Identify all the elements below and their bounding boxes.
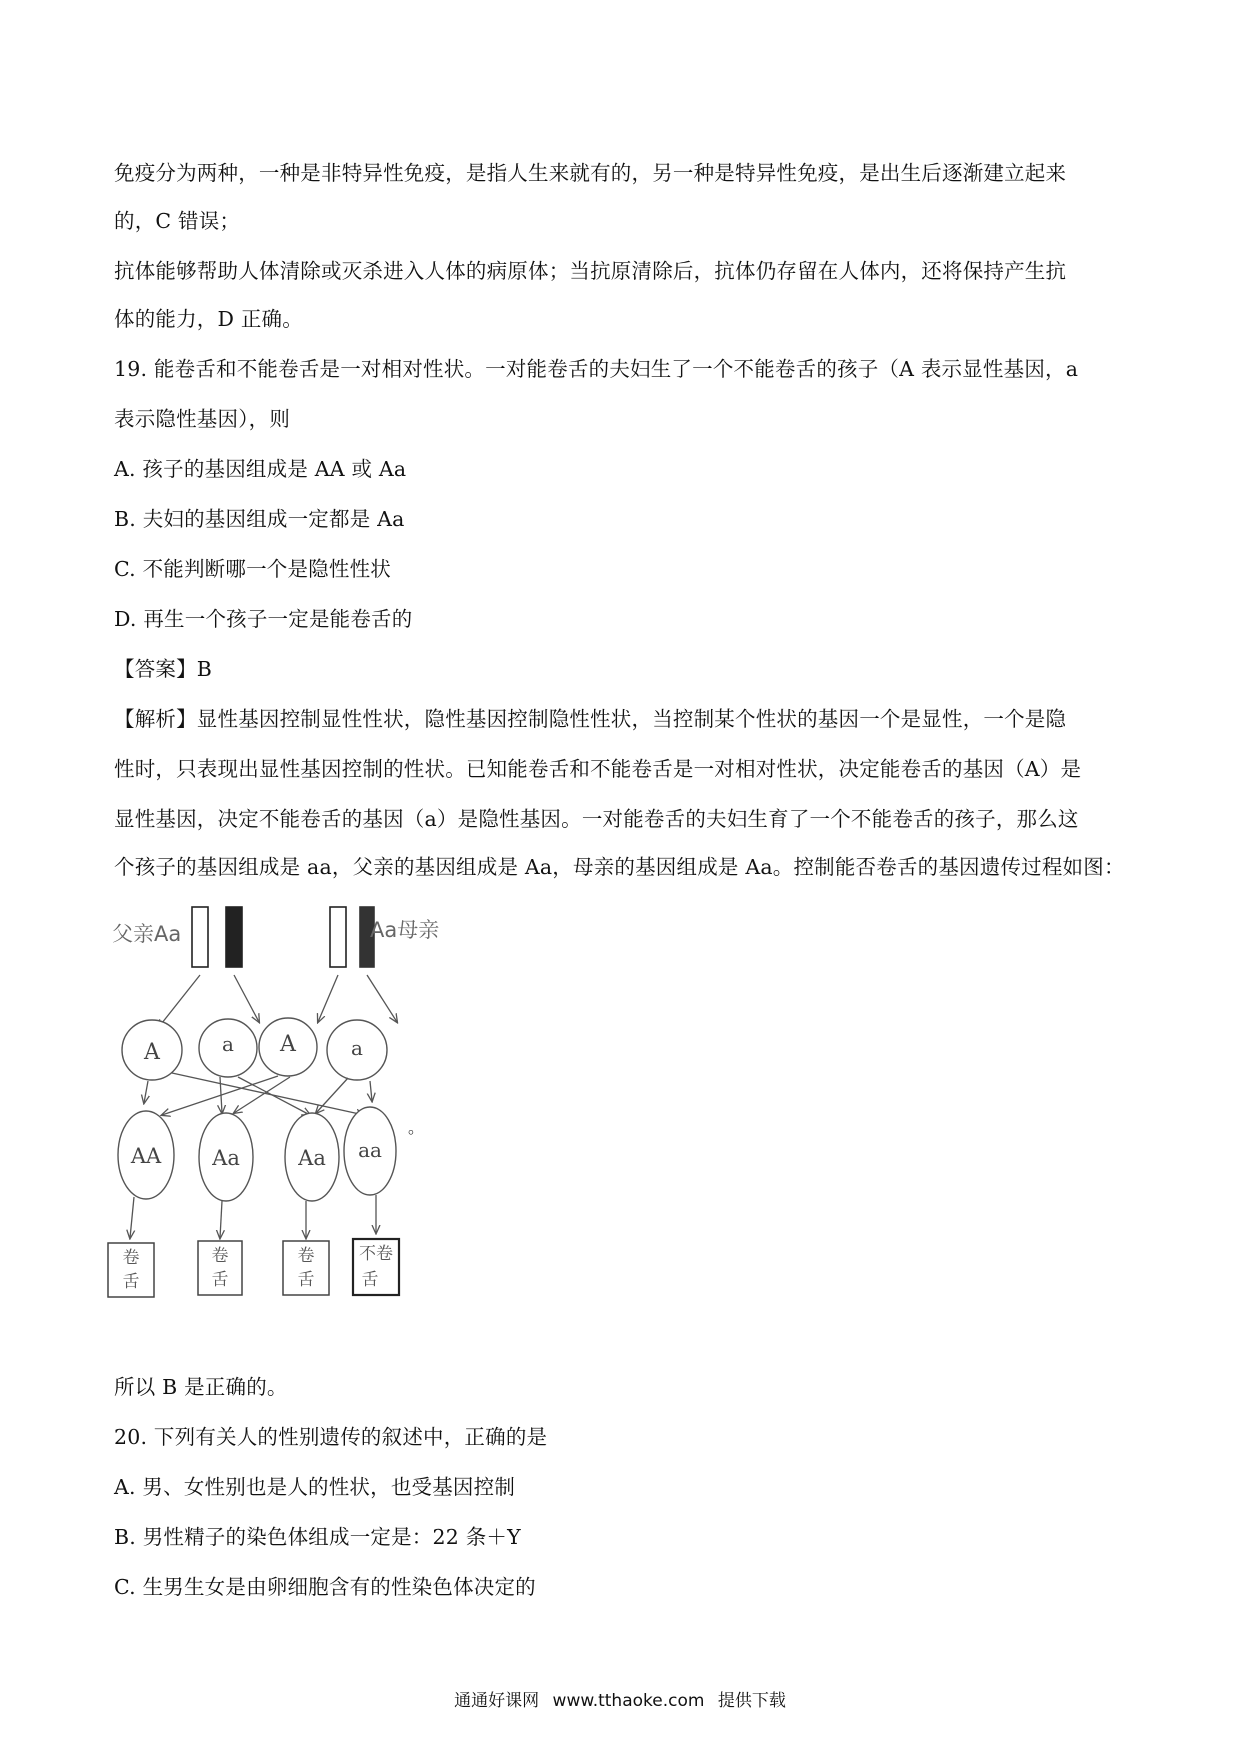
footer-url[interactable]: www.tthaoke.com	[552, 1691, 705, 1711]
father-label: 父亲Aa	[112, 922, 182, 946]
footer-site-name: 通通好课网	[454, 1691, 540, 1711]
trait-label: 卷	[297, 1246, 315, 1266]
trait-label: 卷	[211, 1246, 229, 1266]
question-20-option-b: B. 男性精子的染色体组成一定是：22 条＋Y	[114, 1525, 521, 1549]
trait-arrows	[130, 1195, 376, 1238]
inheritance-diagram	[100, 905, 520, 1355]
offspring-genotype: AA	[130, 1144, 162, 1168]
footer-suffix: 提供下载	[717, 1691, 786, 1711]
trait-row	[108, 1239, 399, 1297]
question-19-option-d: D. 再生一个孩子一定是能卷舌的	[114, 607, 413, 631]
question-20-option-c: C. 生男生女是由卵细胞含有的性染色体决定的	[114, 1575, 536, 1599]
paragraph-line: 的，C 错误；	[114, 209, 241, 233]
gamete-label: a	[222, 1032, 234, 1056]
conclusion-line: 所以 B 是正确的。	[114, 1375, 288, 1399]
fertilization-arrows	[144, 1073, 372, 1115]
mother-chromosome-white	[330, 907, 346, 967]
analysis-line: 【解析】显性基因控制显性性状，隐性基因控制隐性性状，当控制某个性状的基因一个是显性，一个是隐	[114, 707, 1067, 731]
trait-label: 卷	[122, 1248, 140, 1268]
question-20-stem: 20. 下列有关人的性别遗传的叙述中，正确的是	[114, 1425, 548, 1449]
mother-label: Aa母亲	[370, 918, 440, 942]
offspring-genotype: Aa	[298, 1146, 326, 1170]
father-chromosome-white	[192, 907, 208, 967]
gamete-label: A	[144, 1040, 160, 1065]
trait-label: 舌	[122, 1272, 140, 1292]
analysis-line: 显性基因，决定不能卷舌的基因（a）是隐性基因。一对能卷舌的夫妇生育了一个不能卷舌的孩子，那么这	[114, 807, 1079, 831]
trait-label: 舌	[361, 1270, 379, 1290]
question-19-option-a: A. 孩子的基因组成是 AA 或 Aa	[114, 457, 407, 481]
gamete-row	[122, 1018, 387, 1080]
offspring-row	[118, 1107, 396, 1201]
paragraph-line: 体的能力，D 正确。	[114, 307, 303, 331]
trait-label: 舌	[211, 1270, 229, 1290]
question-19-stem: 表示隐性基因），则	[114, 407, 291, 431]
paragraph-line: 免疫分为两种，一种是非特异性免疫，是指人生来就有的，另一种是特异性免疫，是出生后逐渐建立起来	[114, 161, 1067, 185]
paragraph-line: 抗体能够帮助人体清除或灭杀进入人体的病原体；当抗原清除后，抗体仍存留在人体内，还将保持产生抗	[114, 259, 1067, 283]
offspring-genotype: Aa	[212, 1146, 240, 1170]
trait-label: 舌	[297, 1270, 315, 1290]
question-19-option-c: C. 不能判断哪一个是隐性性状	[114, 557, 391, 581]
father-chromosome-black	[226, 907, 242, 967]
question-20-option-a: A. 男、女性别也是人的性状，也受基因控制	[114, 1475, 516, 1499]
question-19-stem: 19. 能卷舌和不能卷舌是一对相对性状。一对能卷舌的夫妇生了一个不能卷舌的孩子（A 表示显性基因，a	[114, 357, 1079, 381]
gamete-label: a	[351, 1036, 363, 1060]
diagram-period: 。	[408, 1118, 425, 1137]
answer-line: 【答案】B	[114, 657, 213, 681]
page-footer	[0, 1686, 1240, 1711]
question-19-option-b: B. 夫妇的基因组成一定都是 Aa	[114, 507, 405, 531]
analysis-line: 性时，只表现出显性基因控制的性状。已知能卷舌和不能卷舌是一对相对性状，决定能卷舌的基因（A）是	[114, 757, 1082, 781]
offspring-genotype: aa	[358, 1138, 382, 1162]
trait-label: 不卷	[359, 1244, 393, 1264]
gamete-label: A	[280, 1032, 296, 1057]
analysis-line: 个孩子的基因组成是 aa，父亲的基因组成是 Aa，母亲的基因组成是 Aa。控制能否卷舌的基因遗传过程如图：	[114, 855, 1125, 879]
